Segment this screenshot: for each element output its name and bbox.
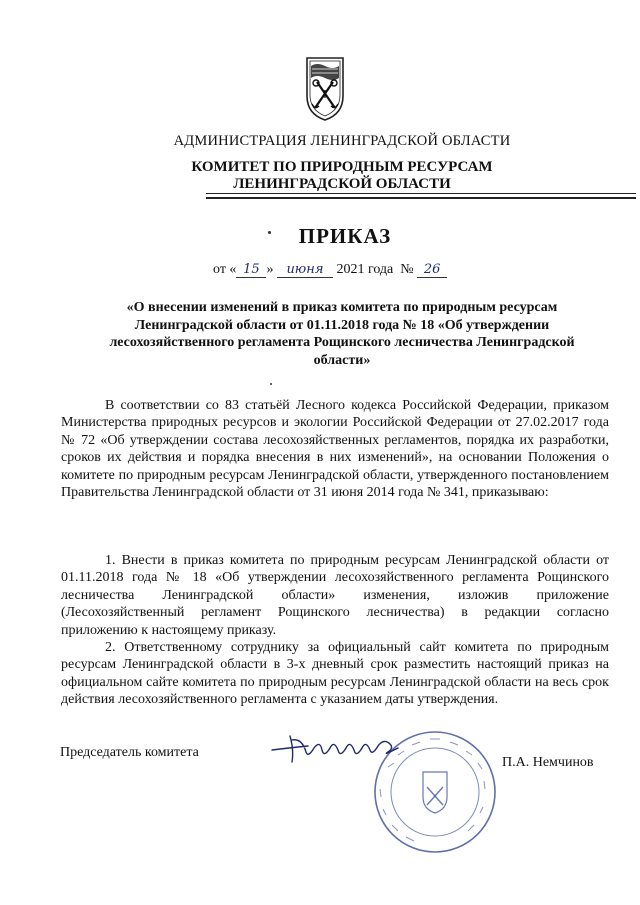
date-day: 15 [236, 262, 266, 278]
document-title: ПРИКАЗ [298, 224, 392, 248]
org-committee-line2: ЛЕНИНГРАДСКОЙ ОБЛАСТИ [233, 176, 451, 192]
signatory-position: Председатель комитета [60, 745, 199, 760]
date-year: 2021 года [336, 262, 394, 277]
header-rule-thick [206, 197, 636, 199]
order-item-2: 2. Ответственному сотруднику за официальный сайт комитета по природным ресурсам Ленинградской области в 3-х дневный срок разместить настоящий приказ на официальном сайте комитета по природным ресурсам Ленинградской области на весь срок действия лесохозяйственного регламента с указанием даты утверждения. [61, 640, 609, 708]
signatory-name: П.А. Немчинов [502, 755, 594, 770]
order-number: 26 [417, 262, 447, 278]
org-committee [0, 159, 640, 193]
org-committee-line1: КОМИТЕТ ПО ПРИРОДНЫМ РЕСУРСАМ [191, 159, 493, 175]
preamble-paragraph: В соответствии со 83 статьёй Лесного кодекса Российской Федерации, приказом Министерства природных ресурсов и экологии Российской Федерации от 27.02.2017 года № 72 «Об утверждении состава лесохозяйственных регламентов, порядка их разработки, сроков их действия и порядка внесения в них изменений», на основании Положения о комитете по природным ресурсам Ленинградской области, утвержденного постановлением Правительства Ленинградской области от 31 июня 2014 года № 341, приказываю: [61, 398, 609, 501]
number-sign: № [400, 262, 414, 277]
date-mid: » [266, 262, 274, 277]
header-rule-thin [206, 193, 636, 194]
order-date-line [213, 262, 447, 278]
order-subject: «О внесении изменений в приказ комитета по природным ресурсам Ленинградской области от 01.11.2018 года № 18 «Об утверждении лесохозяйственного регламента Рощинского лесничества Ленинградской области» [109, 300, 575, 368]
handwritten-signature-icon [268, 728, 418, 768]
order-item-1: 1. Внести в приказ комитета по природным ресурсам Ленинградской области от 01.11.2018 года № 18 «Об утверждении лесохозяйственного регламента Рощинского лесничества Ленинградской области» изменения, изложив приложение (Лесохозяйственный регламент Рощинского лесничества) в редакции согласно приложению к настоящему приказу. [61, 553, 609, 638]
org-administration: АДМИНИСТРАЦИЯ ЛЕНИНГРАДСКОЙ ОБЛАСТИ [173, 133, 511, 149]
ink-dot [270, 383, 272, 385]
date-month: июня [277, 262, 333, 278]
coat-of-arms-icon [303, 52, 347, 122]
date-prefix: от « [213, 262, 237, 277]
